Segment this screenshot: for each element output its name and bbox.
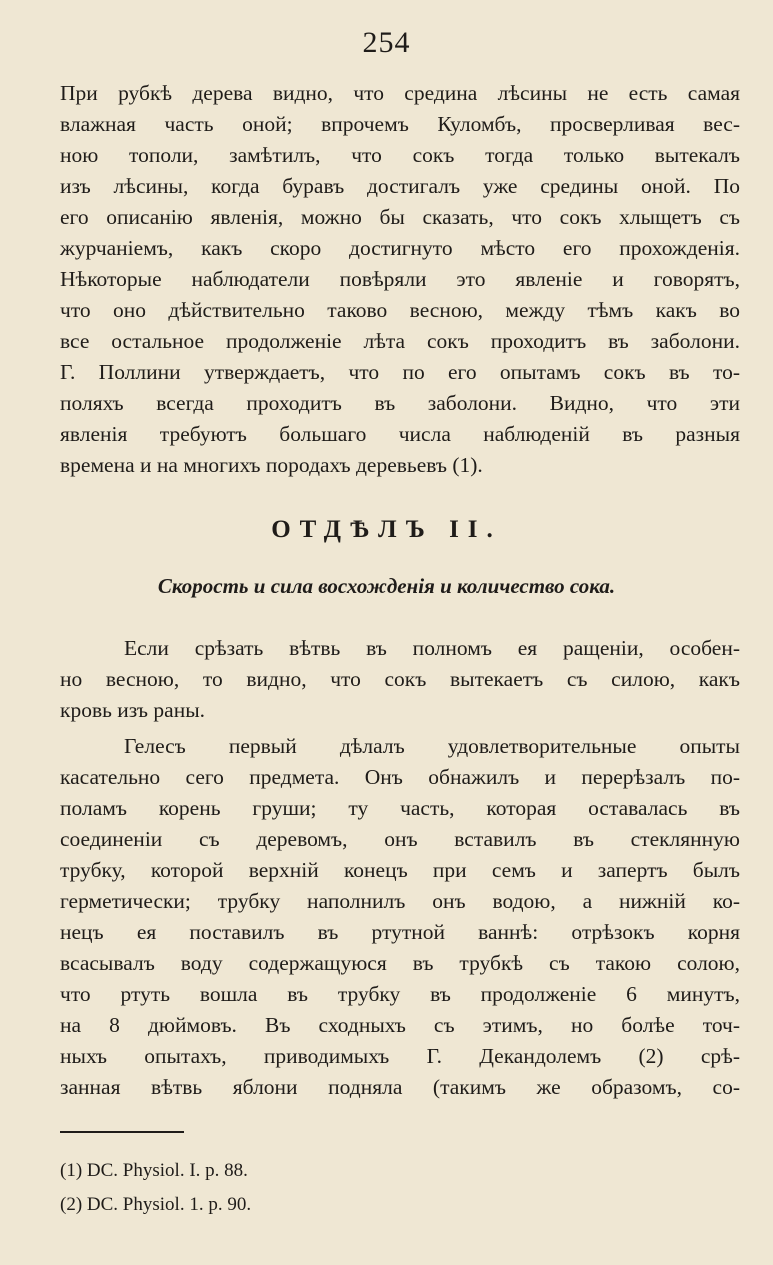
text-line: Гелесъ первый дѣлалъ удовлетворительные опыты	[124, 734, 740, 758]
text-line: соединеніи съ деревомъ, онъ вставилъ въ стеклянную	[60, 827, 740, 851]
section-title: ОТДѢЛЪ II.	[271, 516, 502, 543]
text-line: занная вѣтвь яблони подняла (такимъ же образомъ, со-	[60, 1075, 740, 1099]
text-line: поламъ корень груши; ту часть, которая оставалась въ	[60, 796, 740, 820]
text-line: что ртуть вошла въ трубку въ продолженіе 6 минутъ,	[60, 982, 740, 1006]
text-line: герметически; трубку наполнилъ онъ водою, а нижній ко-	[60, 889, 740, 913]
text-line: его описанію явленія, можно бы сказать, что сокъ хлыщетъ съ	[60, 205, 740, 229]
text-line: Если срѣзать вѣтвь въ полномъ ея ращеніи, особен-	[124, 636, 740, 660]
section-subtitle: Скорость и сила восхожденія и количество сока.	[157, 574, 616, 598]
paragraph-1	[60, 78, 740, 481]
text-line: что оно дѣйствительно таково весною, между тѣмъ какъ во	[60, 298, 740, 322]
text-line: При рубкѣ дерева видно, что средина лѣсины не есть самая	[60, 81, 740, 105]
text-line: времена и на многихъ породахъ деревьевъ (1).	[60, 453, 483, 477]
text-line: но весною, то видно, что сокъ вытекаетъ съ силою, какъ	[60, 667, 740, 691]
text-line: Нѣкоторые наблюдатели повѣряли это явленіе и говорятъ,	[60, 267, 740, 291]
paragraph-3	[60, 731, 740, 1103]
text-line: журчаніемъ, какъ скоро достигнуто мѣсто его прохожденія.	[60, 236, 740, 260]
text-line: Г. Поллини утверждаетъ, что по его опытамъ сокъ въ то-	[60, 360, 740, 384]
text-line: нецъ ея поставилъ въ ртутной ваннѣ: отрѣзокъ корня	[60, 920, 740, 944]
text-line: все остальное продолженіе лѣта сокъ проходитъ въ заболони.	[60, 329, 740, 353]
text-line: всасывалъ воду содержащуюся въ трубкѣ съ такою солою,	[60, 951, 740, 975]
text-line: касательно сего предмета. Онъ обнажилъ и перерѣзалъ по-	[60, 765, 740, 789]
text-line: ною тополи, замѣтилъ, что сокъ тогда только вытекалъ	[60, 143, 740, 167]
paragraph-2	[60, 633, 740, 726]
footnotes	[60, 1154, 660, 1222]
text-line: явленія требуютъ большаго числа наблюденій въ разныя	[60, 422, 740, 446]
text-line: влажная часть оной; впрочемъ Куломбъ, просверливая вес-	[60, 112, 740, 136]
footnote-1: (1) DC. Physiol. I. p. 88.	[60, 1160, 248, 1181]
footnote-2: (2) DC. Physiol. 1. p. 90.	[60, 1194, 252, 1215]
text-line: на 8 дюймовъ. Въ сходныхъ съ этимъ, но болѣе точ-	[60, 1013, 740, 1037]
footnote-divider	[60, 1131, 184, 1133]
text-line: поляхъ всегда проходитъ въ заболони. Видно, что эти	[60, 391, 740, 415]
text-line: трубку, которой верхній конецъ при семъ и запертъ былъ	[60, 858, 740, 882]
text-line: изъ лѣсины, когда буравъ достигалъ уже средины оной. По	[60, 174, 740, 198]
text-line: ныхъ опытахъ, приводимыхъ Г. Декандолемъ (2) срѣ-	[60, 1044, 740, 1068]
page-number: 254	[362, 26, 411, 59]
text-line: кровь изъ раны.	[60, 698, 206, 722]
